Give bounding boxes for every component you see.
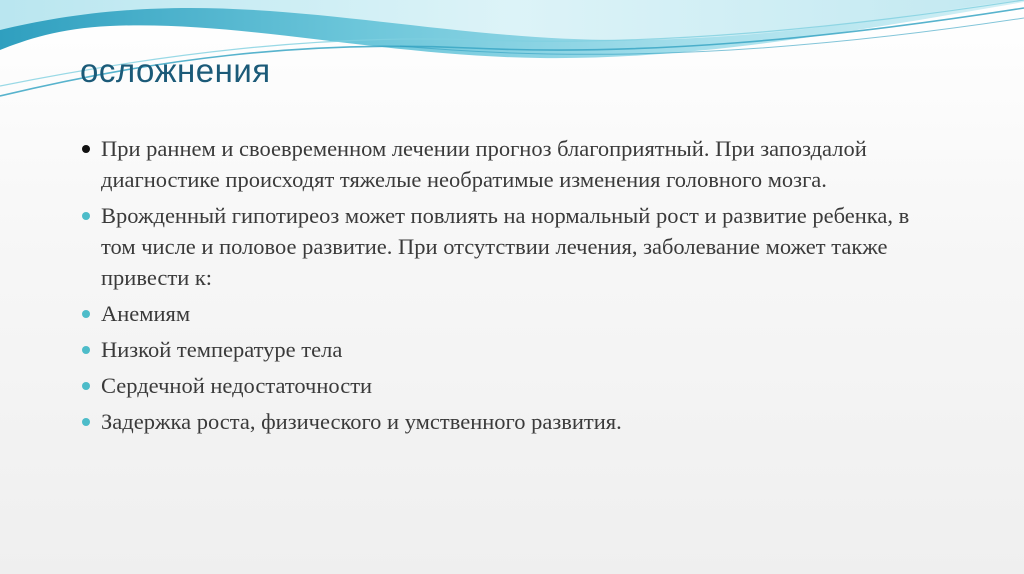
bullet-item: [80, 370, 940, 401]
bullet-item: [80, 298, 940, 329]
bullet-dot-icon: [82, 212, 90, 220]
bullet-text: Сердечной недостаточности: [101, 373, 373, 398]
bullet-item: [80, 334, 940, 365]
bullet-dot-icon: [82, 310, 90, 318]
bullet-item: [80, 406, 940, 437]
bullet-text: Врожденный гипотиреоз может повлиять на нормальный рост и развитие ребенка, в том числе и половое развитие. При отсутствии лечения, заболевание может также привести к:: [101, 203, 910, 290]
bullet-dot-icon: [82, 145, 90, 153]
bullet-dot-icon: [82, 346, 90, 354]
bullet-text: При раннем и своевременном лечении прогноз благоприятный. При запоздалой диагностике происходят тяжелые необратимые изменения головного мозга.: [101, 136, 867, 192]
bullet-dot-icon: [82, 418, 90, 426]
bullet-item: [80, 200, 940, 293]
bullet-list: [80, 133, 940, 442]
bullet-text: Низкой температуре тела: [101, 337, 343, 362]
bullet-item: [80, 133, 940, 195]
slide-title: осложнения: [80, 52, 271, 89]
bullet-text: Анемиям: [101, 301, 191, 326]
bullet-dot-icon: [82, 382, 90, 390]
bullet-text: Задержка роста, физического и умственного развития.: [101, 409, 622, 434]
